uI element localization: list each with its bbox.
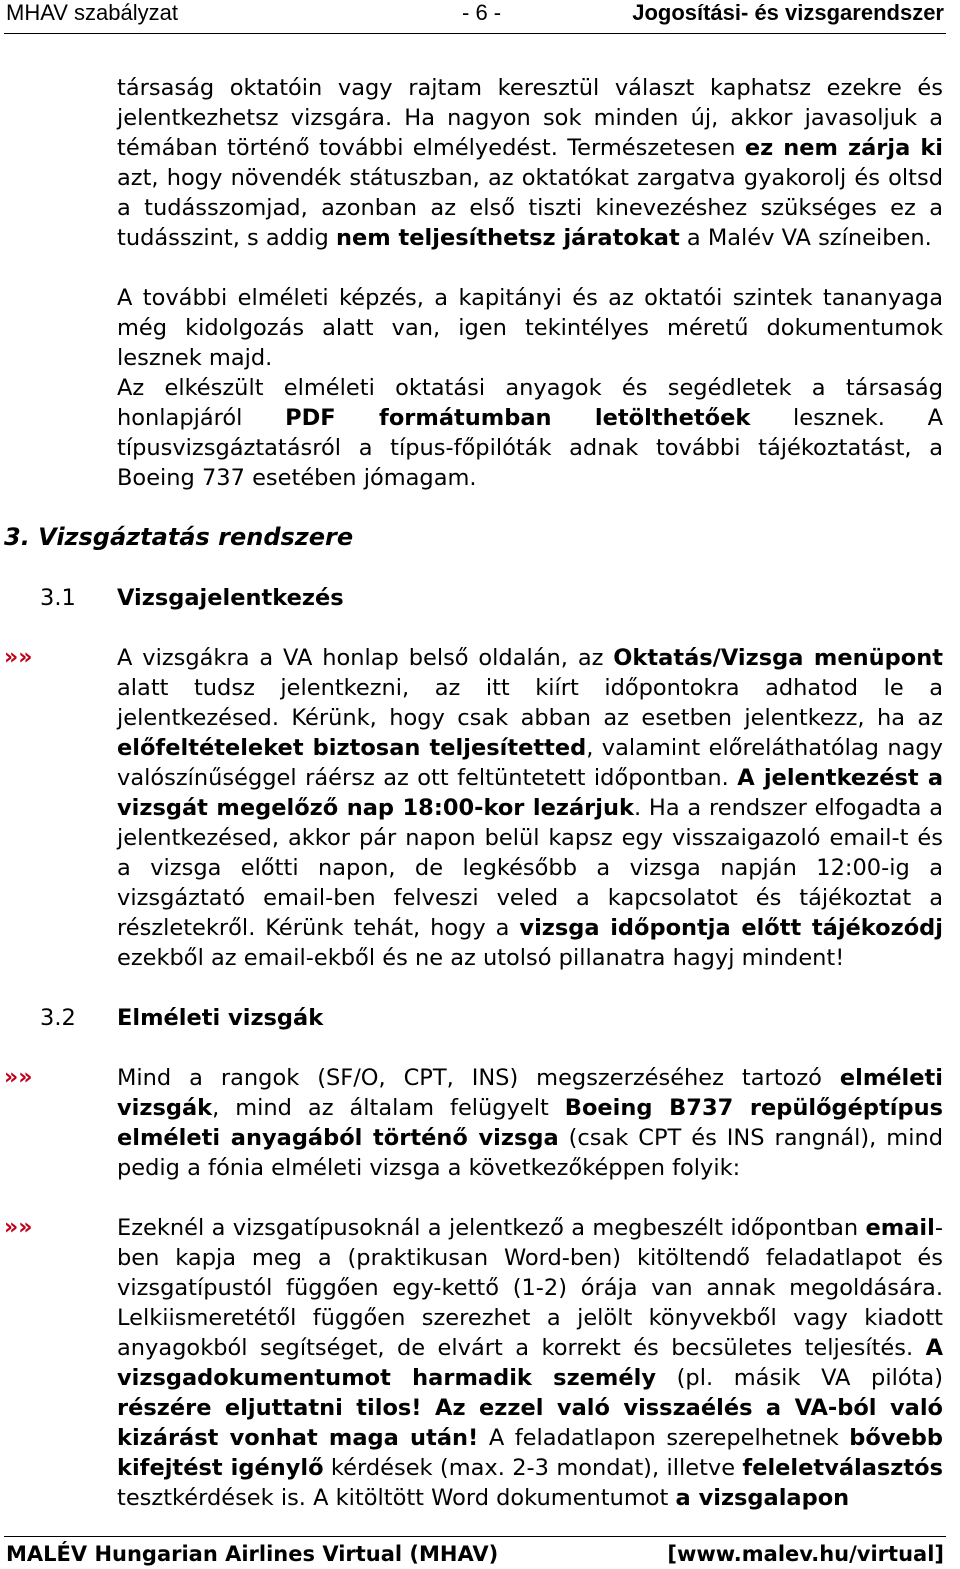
body-text: Ezeknél a vizsgatípusoknál a jelentkező a megbeszélt időpontban xyxy=(117,1215,866,1241)
emphasis-text: Boeing B737 repülőgéptípus elméleti anyagából történő vizsga xyxy=(117,1095,944,1151)
body-text: , valamint előreláthatólag nagy valószínűséggel ráérsz az ott feltüntetett időpontban. xyxy=(117,735,943,791)
footer-url: [www.malev.hu/virtual] xyxy=(667,1542,944,1566)
paragraph-training-intro xyxy=(117,73,943,253)
header-page-number: - 6 - xyxy=(462,0,502,25)
emphasis-text: részére eljuttatni tilos! Az ezzel való visszaélés a VA-ból való kizárást vonhat maga után! xyxy=(117,1395,943,1451)
body-text: alatt tudsz jelentkezni, az itt kiírt időpontokra adhatod le a jelentkezésed. Kérünk, hogy csak abban az esetben jelentkezz, ha az xyxy=(117,675,943,731)
body-text: lesznek. A típusvizsgáztatásról a típus-főpilóták adnak további tájékoztatást, a Boeing 737 esetében jómagam. xyxy=(117,405,943,491)
emphasis-text: ez nem zárja ki xyxy=(744,135,943,161)
body-text: a Malév VA színeiben. xyxy=(679,225,932,251)
footer-organization: MALÉV Hungarian Airlines Virtual (MHAV) xyxy=(6,1542,499,1566)
header-divider xyxy=(4,33,946,34)
body-text: tesztkérdések is. A kitöltött Word dokumentumot xyxy=(117,1485,676,1511)
double-arrow-icon: »» xyxy=(4,645,33,670)
subsection-title-3-2: Elméleti vizsgák xyxy=(117,1005,324,1031)
double-arrow-icon: »» xyxy=(4,1065,33,1090)
emphasis-text: nem teljesíthetsz járatokat xyxy=(335,225,680,251)
page-header xyxy=(6,0,944,30)
body-text: . Ha a rendszer elfogadta a jelentkezésed, akkor pár napon belül kapsz egy visszaigazoló email-t és a vizsga előtti napon, de legkésőbb a vizsga napján 12:00-ig a vizsgáztató email-ben felveszi veled a kapcsolatot és tájékoztat a részletekről. Kérünk tehát, hogy a xyxy=(117,795,943,941)
body-text: (pl. másik VA pilóta) xyxy=(656,1365,943,1391)
section-heading: 3. Vizsgáztatás rendszere xyxy=(4,523,354,551)
subsection-number-3-1: 3.1 xyxy=(40,585,76,611)
footer-divider xyxy=(4,1536,946,1537)
emphasis-text: A vizsgadokumentumot harmadik személy xyxy=(117,1335,943,1391)
body-text: , mind az általam felügyelt xyxy=(212,1095,565,1121)
body-text: A vizsgákra a VA honlap belső oldalán, az xyxy=(117,645,614,671)
body-text: társaság oktatóin vagy rajtam keresztül választ kaphatsz ezekre és jelentkezhetsz vizsgára. Ha nagyon sok minden új, akkor javasoljuk a témában történő további elmélyedést. Természetesen xyxy=(117,75,943,161)
emphasis-text: PDF formátumban letölthetőek xyxy=(285,405,751,431)
emphasis-text: feleletválasztós xyxy=(742,1455,943,1481)
emphasis-text: bővebb kifejtést igénylő xyxy=(117,1425,943,1481)
paragraph-materials-download xyxy=(117,373,943,493)
emphasis-text: vizsga időpontja előtt tájékozódj xyxy=(519,915,943,941)
header-doc-title: MHAV szabályzat xyxy=(6,0,178,25)
body-text: Mind a rangok (SF/O, CPT, INS) megszerzéséhez tartozó xyxy=(117,1065,840,1091)
body-text: azt, hogy növendék státuszban, az oktatókat zargatva gyakorolj és oltsd a tudásszomjad, azonban az első tiszti kinevezéshez szükséges ez a tudásszint, s addig xyxy=(117,165,943,251)
subsection-title-3-1: Vizsgajelentkezés xyxy=(117,585,344,611)
body-text: A feladatlapon szerepelhetnek xyxy=(478,1425,850,1451)
emphasis-text: előfeltételeket biztosan teljesítetted xyxy=(117,735,587,761)
body-text: A további elméleti képzés, a kapitányi és az oktatói szintek tananyaga még kidolgozás alatt van, igen tekintélyes méretű dokumentumok lesznek majd. xyxy=(117,285,943,371)
body-text: -ben kapja meg a (praktikusan Word-ben) kitöltendő feladatlapot és vizsgatípustól függően egy-kettő (1-2) órája van annak megoldására. Lelkiismeretétől függően szerezhet a jelölt könyvekből vagy kiadott anyagokból segítséget, de elvárt a korrekt és becsületes teljesítés. xyxy=(117,1215,943,1361)
emphasis-text: email xyxy=(865,1215,935,1241)
paragraph-theory-exams xyxy=(117,1063,943,1183)
body-text: (csak CPT és INS rangnál), mind pedig a fónia elméleti vizsga a következőképpen folyik: xyxy=(117,1125,943,1181)
emphasis-text: elméleti vizsgák xyxy=(117,1065,943,1121)
emphasis-text: a vizsgalapon xyxy=(675,1485,850,1511)
body-text: ezekből az email-ekből és ne az utolsó pillanatra hagyj mindent! xyxy=(117,945,845,971)
emphasis-text: A jelentkezést a vizsgát megelőző nap 18:00-kor lezárjuk xyxy=(117,765,944,821)
body-text: Az elkészült elméleti oktatási anyagok és segédletek a társaság honlapjáról xyxy=(117,375,943,431)
paragraph-exam-registration xyxy=(117,643,943,973)
paragraph-exam-procedure xyxy=(117,1213,943,1513)
paragraph-further-training xyxy=(117,283,943,373)
emphasis-text: Oktatás/Vizsga menüpont xyxy=(613,645,944,671)
subsection-number-3-2: 3.2 xyxy=(40,1005,76,1031)
body-text: kérdések (max. 2-3 mondat), illetve xyxy=(323,1455,743,1481)
header-section-title: Jogosítási- és vizsgarendszer xyxy=(632,0,944,25)
double-arrow-icon: »» xyxy=(4,1215,33,1240)
